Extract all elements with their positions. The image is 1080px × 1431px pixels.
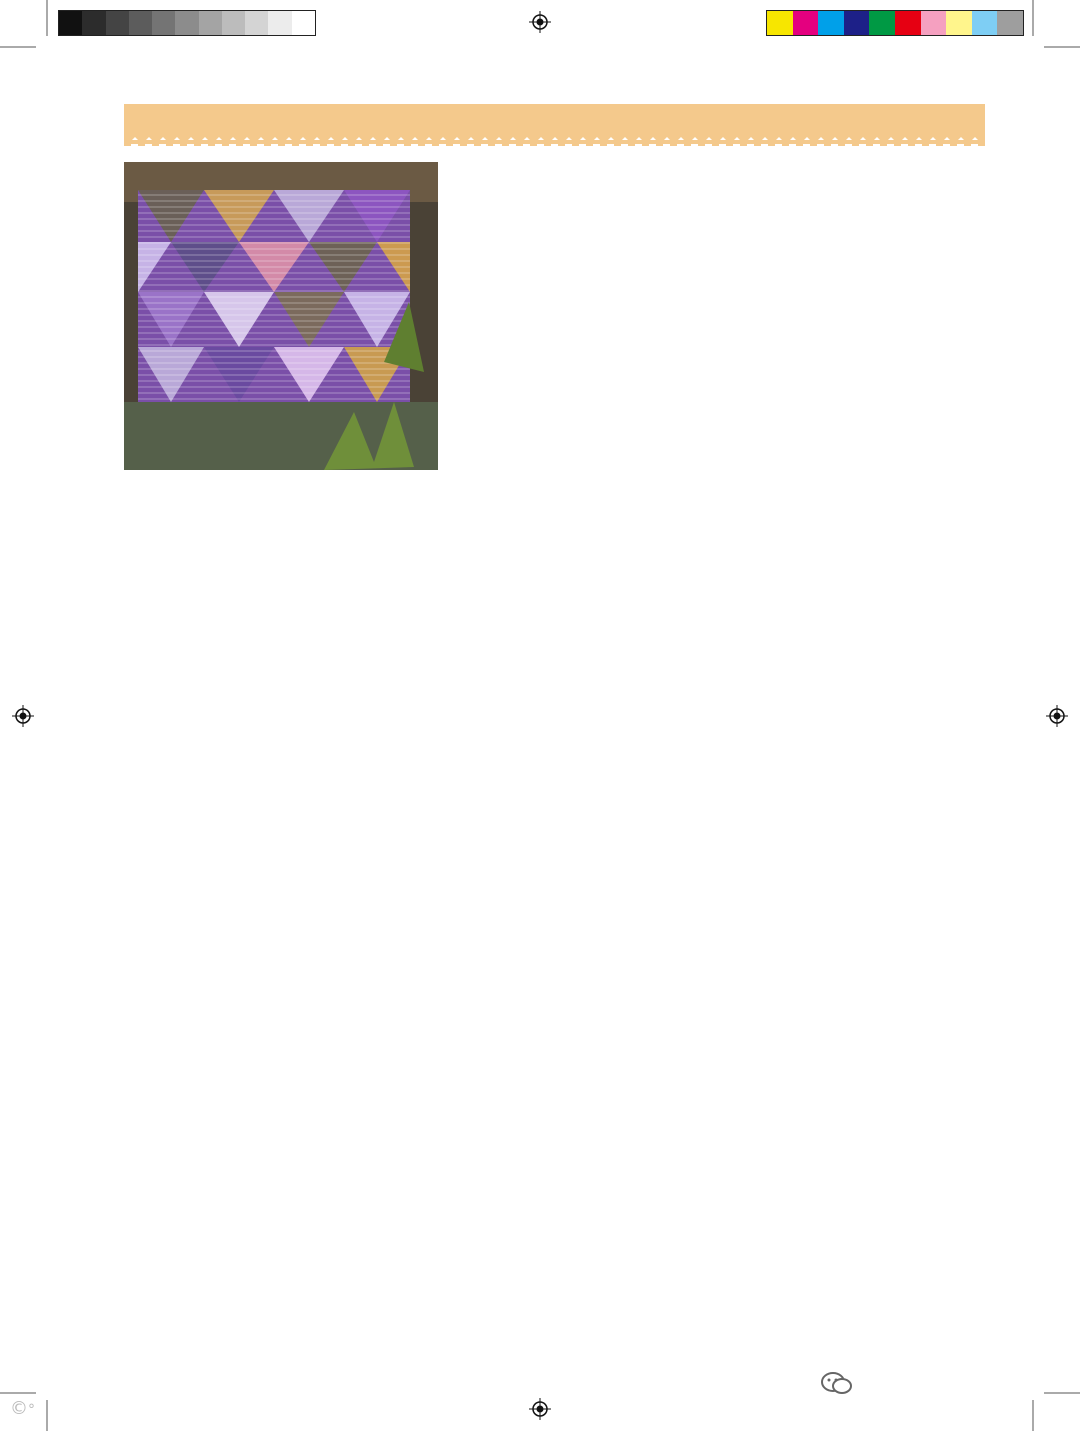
footer-logo-icon — [8, 1396, 48, 1420]
svg-text:©: © — [10, 1398, 28, 1419]
wechat-logo-icon — [820, 1370, 854, 1396]
svg-text:°: ° — [28, 1402, 35, 1418]
